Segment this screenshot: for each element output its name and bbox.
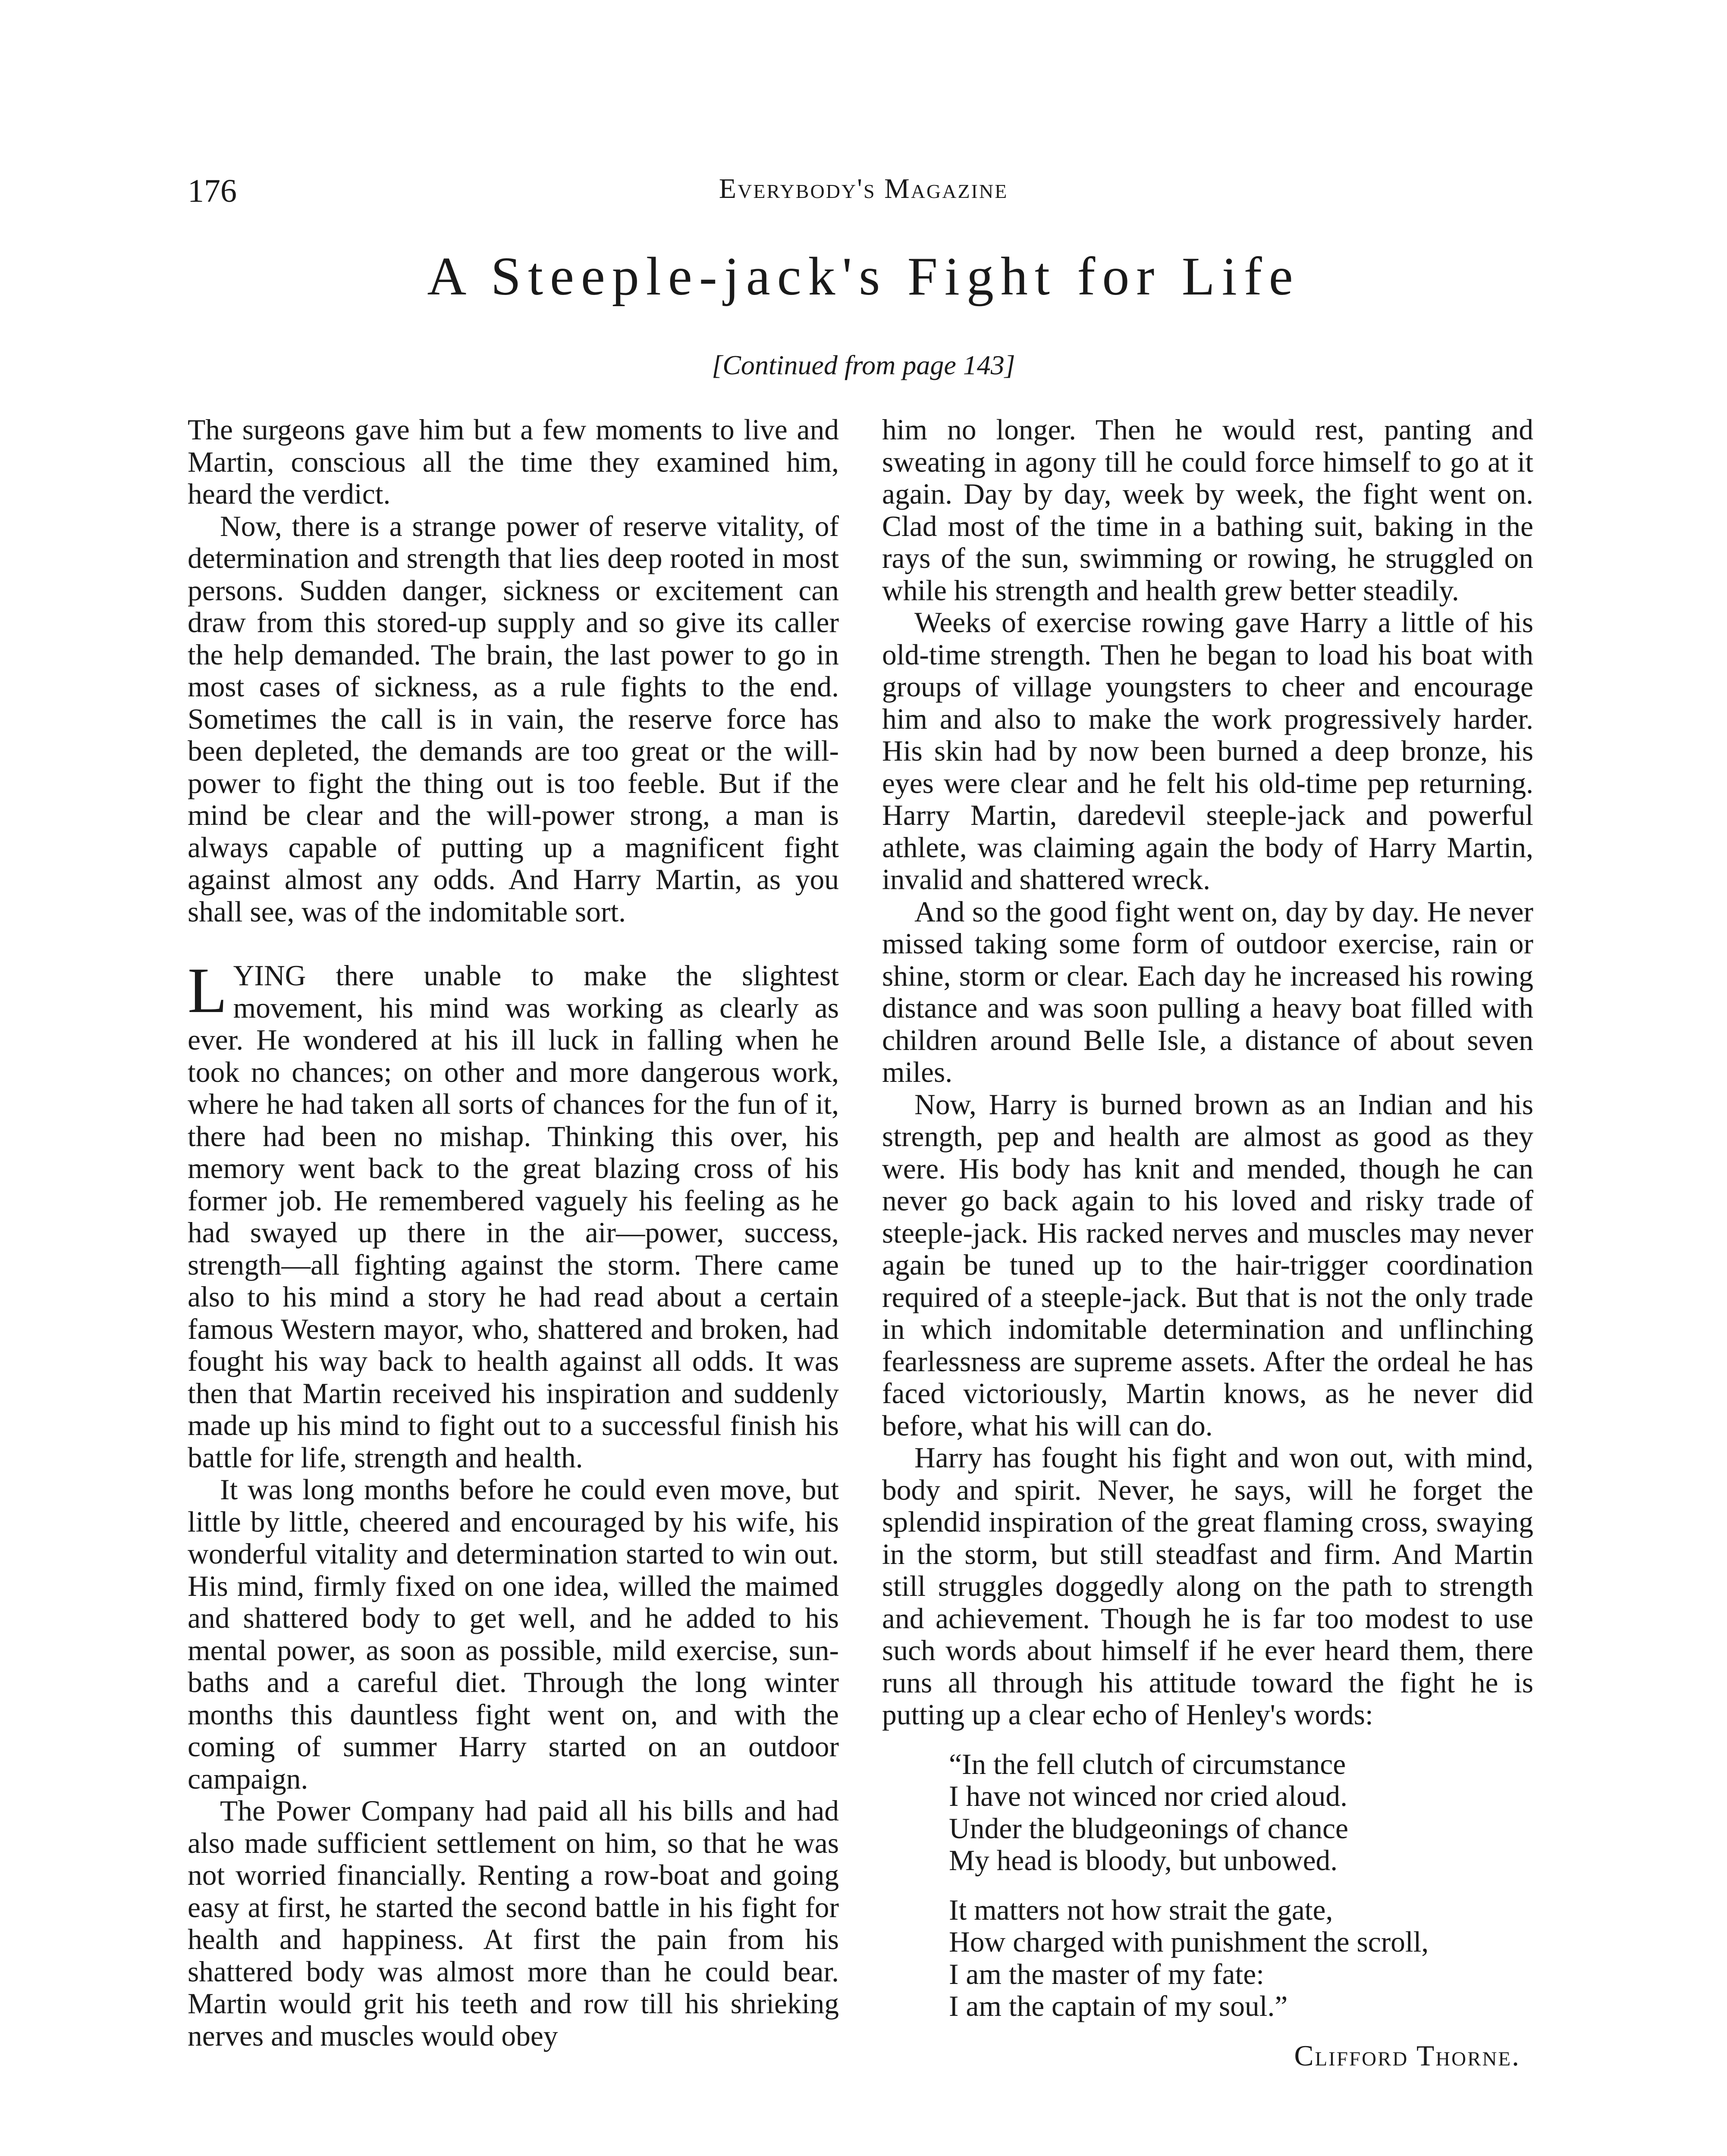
poem-line: It matters not how strait the gate, (949, 1893, 1333, 1926)
poem-line: How charged with punishment the scroll, (949, 1926, 1429, 1958)
poem-line: I have not winced nor cried aloud. (949, 1780, 1348, 1812)
page-number: 176 (188, 173, 237, 209)
paragraph: Now, there is a strange power of reserve vitality, of determination and strength that lies deep rooted in most persons. Sudden danger, sickness or excitement can draw from this stored-up supply and so give its caller the help demanded. The brain, the last power to go in most cases of sickness, as a rule fights to the end. Sometimes the call is in vain, the reserve force has been depleted, the demands are too great or the will-power to fight the thing out is too feeble. But if the mind be clear and the will-power strong, a man is always capable of putting up a magnificent fight against almost any odds. And Harry Martin, as you shall see, was of the indomitable sort. (188, 510, 839, 928)
paragraph: him no longer. Then he would rest, panting and sweating in agony till he could force himself to go at it again. Day by day, week by week, the fight went on. Clad most of the time in a bathing suit, baking in the rays of the sun, swimming or rowing, he struggled on while his strength and health grew better steadily. (882, 414, 1533, 607)
right-column (882, 414, 1533, 2156)
author-signature: Clifford Thorne. (1294, 2039, 1520, 2072)
paragraph-text: YING there unable to make the slightest movement, his mind was working as clearly as ever. He wondered at his ill luck in falling when he took no chances; on other and more dangerous work, where he had taken all sorts of chances for the fun of it, there had been no mishap. Thinking this over, his memory went back to the great blazing cross of his former job. He remembered vaguely his feeling as he had swayed up there in the air—power, success, strength—all fighting against the storm. There came also to his mind a story he had read about a certain famous Western mayor, who, shattered and broken, had fought his way back to health against all odds. It was then that Martin received his inspiration and suddenly made up his mind to fight out to a successful finish his battle for life, strength and health. (188, 959, 839, 1474)
poem (949, 1749, 1533, 2023)
poem-line: Under the bludgeonings of chance (949, 1812, 1348, 1845)
paragraph: The Power Company had paid all his bills and had also made sufficient settlement on him, so that he was not worried financially. Renting a row-boat and going easy at first, he started the second battle in his fight for health and happiness. At first the pain from his shattered body was almost more than he could bear. Martin would grit his teeth and row till his shrieking nerves and muscles would obey (188, 1795, 839, 2052)
paragraph: Harry has fought his fight and won out, with mind, body and spirit. Never, he says, will he forget the splendid inspiration of the great flaming cross, swaying in the storm, but still steadfast and firm. And Martin still struggles doggedly along on the path to strength and achievement. Though he is far too modest to use such words about himself if he ever heard them, there runs all through his attitude toward the fight he is putting up a clear echo of Henley's words: (882, 1442, 1533, 1731)
paragraph: And so the good fight went on, day by day. He never missed taking some form of outdoor exercise, rain or shine, storm or clear. Each day he increased his rowing distance and was soon pulling a heavy boat filled with children around Belle Isle, a distance of about seven miles. (882, 895, 1533, 1088)
left-column (188, 414, 839, 2156)
paragraph: Now, Harry is burned brown as an Indian and his strength, pep and health are almost as good as they were. His body has knit and mended, though he can never go back again to his loved and risky trade of steeple-jack. His racked nerves and muscles may never again be tuned up to the hair-trigger coordination required of a steeple-jack. But that is not the only trade in which indomitable determination and unflinching fearlessness are supreme assets. After the ordeal he has faced victoriously, Martin knows, as he never did before, what his will can do. (882, 1088, 1533, 1442)
paragraph: The surgeons gave him but a few moments to live and Martin, conscious all the time they examined him, heard the verdict. (188, 414, 839, 510)
poem-stanza (949, 1894, 1533, 2023)
poem-stanza (949, 1749, 1533, 1877)
poem-line: I am the captain of my soul.” (949, 1990, 1288, 2022)
paragraph: Weeks of exercise rowing gave Harry a little of his old-time strength. Then he began to load his boat with groups of village youngsters to cheer and encourage him and also to make the work progressively harder. His skin had by now been burned a deep bronze, his eyes were clear and he felt his old-time pep returning. Harry Martin, daredevil steeple-jack and powerful athlete, was claiming again the body of Harry Martin, invalid and shattered wreck. (882, 606, 1533, 896)
continued-note: [Continued from page 143] (712, 350, 1015, 380)
poem-line: “In the fell clutch of circumstance (949, 1748, 1346, 1780)
section-paragraph (188, 955, 839, 1474)
magazine-name: Everybody's Magazine (719, 173, 1008, 204)
article-title: A Steeple-jack's Fight for Life (427, 247, 1300, 307)
paragraph: It was long months before he could even move, but little by little, cheered and encouraged by his wife, his wonderful vitality and determination started to win out. His mind, firmly fixed on one idea, willed the maimed and shattered body to get well, and he added to his mental power, as soon as possible, mild exercise, sun-baths and a careful diet. Through the long winter months this dauntless fight went on, and with the coming of summer Harry started on an outdoor campaign. (188, 1473, 839, 1795)
poem-line: My head is bloody, but unbowed. (949, 1844, 1338, 1877)
page-header (0, 172, 1727, 211)
drop-cap: L (188, 955, 227, 1026)
poem-line: I am the master of my fate: (949, 1958, 1264, 1990)
